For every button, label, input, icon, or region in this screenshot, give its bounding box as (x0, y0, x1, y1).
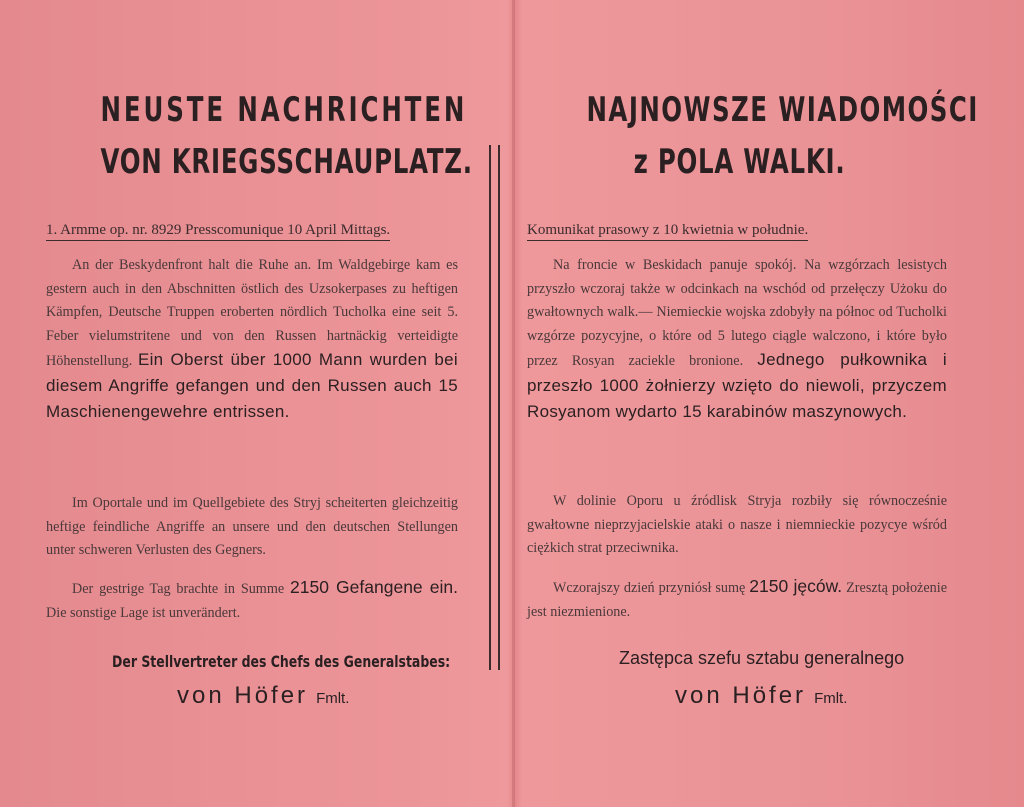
polish-signature-name: von Höfer (675, 682, 807, 709)
polish-signature-rank: Fmlt. (814, 690, 848, 707)
german-communique-reference: 1. Armme op. nr. 8929 Presscomunique 10 April Mittags. (46, 222, 390, 241)
german-signature-name: von Höfer (177, 682, 309, 709)
polish-paragraph-1-emphasis: Jednego pułkownika i przeszło 1000 żołnierzy wzięto do niewoli, przyczem Rosyanom wydarto 15 karabinów maszynowych. (527, 350, 947, 421)
polish-paragraph-3-end: Zresztą położenie jest niezmienione. (527, 580, 947, 620)
polish-paragraph-1-text: Na froncie w Beskidach panuje spokój. Na wzgórzach lesistych przyszło wczoraj także w odcinkach na wschód od przełęczy Użoku do gwałtownych walk.— Niemieckie wojska zdobyły na północ od Tucholki wzgórze pozycyjne, o które od 5 lutego ciągle walczono, i które było przez Rosyan zaciekle bronione. (527, 257, 947, 370)
paper-fold (512, 0, 515, 807)
german-paragraph-3-emphasis: 2150 Gefangene ein. (290, 577, 459, 597)
german-paragraph-1 (46, 254, 458, 425)
polish-paragraph-1 (527, 254, 947, 425)
german-signature-rank: Fmlt. (316, 690, 350, 707)
polish-paragraph-3-emphasis: 2150 jęców. (749, 576, 843, 596)
german-signature-title: Der Stellvertreter des Chefs des Generalstabes: (112, 652, 451, 671)
polish-paragraph-3 (527, 575, 947, 624)
german-paragraph-3-end: Die sonstige Lage ist unverändert. (46, 604, 241, 621)
german-paragraph-1-emphasis: Ein Oberst über 1000 Mann wurden bei diesem Angriffe gefangen und den Russen auch 15 Maschienengewehre entrissen. (46, 350, 458, 421)
polish-communique-reference: Komunikat prasowy z 10 kwietnia w południe. (527, 222, 808, 241)
polish-signature-title: Zastępca szefu sztabu generalnego (619, 648, 905, 668)
polish-paragraph-2: W dolinie Oporu u źródlisk Stryja rozbiły się równocześnie gwałtowne nieprzyjacielskie ataki o nasze i niemnieckie pozycye wśród ciężkich strat przeciwnika. (527, 493, 947, 557)
german-paragraph-2: Im Oportale und im Quellgebiete des Stryj scheiterten gleichzeitig heftige feindliche Angriffe an unsere und den deutschen Stellungen unter schweren Verlusten des Gegners. (46, 495, 458, 559)
german-paragraph-1-text: An der Beskydenfront halt die Ruhe an. Im Waldgebirge kam es gestern auch in den Abschnitten östlich des Uzsokerpases zu heftigen Kämpfen, Deutsche Truppen eroberten nördlich Tucholka eine seit 5. Feber vielumstritene und von den Russen hartnäckig verteidigte Höhenstellung. (46, 257, 458, 370)
polish-headline-line1: NAJNOWSZE WIADOMOŚCI (586, 90, 979, 130)
column-divider-left (489, 145, 491, 670)
polish-paragraph-3-text: Wczorajszy dzień przyniósł sumę (553, 580, 746, 596)
german-paragraph-3-text: Der gestrige Tag brachte in Summe (72, 581, 285, 597)
column-divider-right (498, 145, 500, 670)
german-headline-line1: NEUSTE NACHRICHTEN (100, 90, 468, 130)
german-paragraph-3 (46, 576, 458, 625)
polish-headline-line2: z POLA WALKI. (633, 142, 846, 182)
polish-signature (675, 682, 847, 710)
german-signature (177, 682, 349, 710)
german-headline-line2: VON KRIEGSSCHAUPLATZ. (100, 142, 473, 182)
